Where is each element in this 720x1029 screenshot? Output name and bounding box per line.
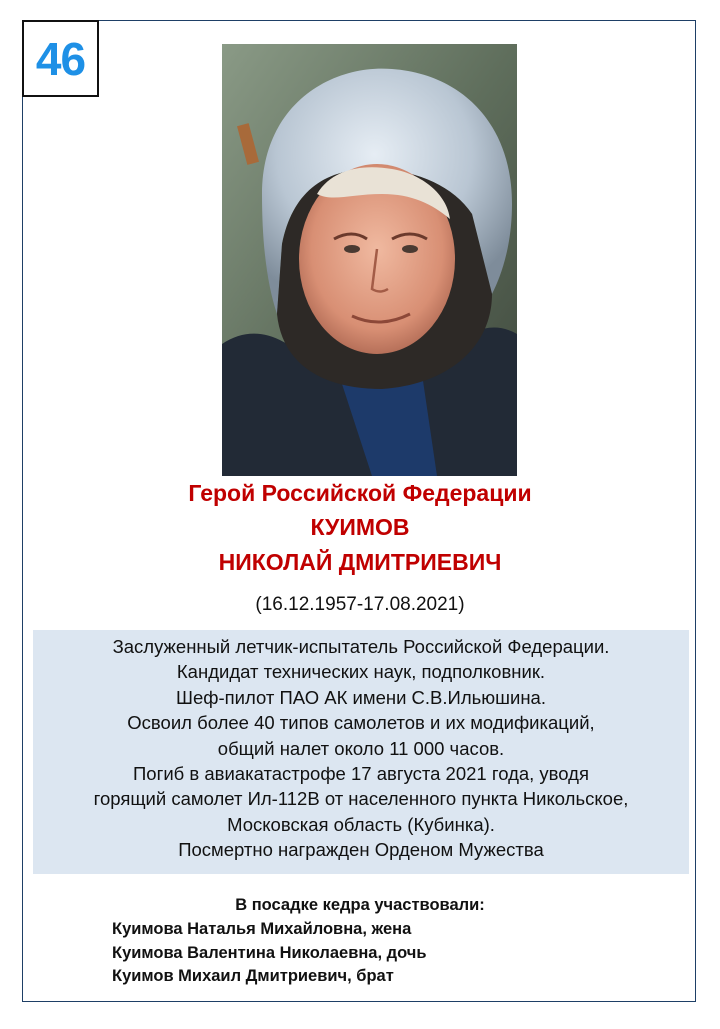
- badge-number: 46: [35, 32, 86, 85]
- bio-line: Шеф-пилот ПАО АК имени С.В.Ильюшина.: [176, 686, 546, 708]
- participant-item: Куимов Михаил Дмитриевич, брат: [112, 967, 394, 985]
- pilot-portrait-image: [222, 44, 517, 476]
- life-dates: (16.12.1957-17.08.2021): [255, 594, 465, 615]
- bio-line: Посмертно награжден Орденом Мужества: [178, 839, 544, 861]
- bio-line: горящий самолет Ил-112В от населенного пункта Никольское,: [93, 788, 629, 810]
- bio-line: Освоил более 40 типов самолетов и их модификаций,: [127, 712, 595, 734]
- bio-line: Московская область (Кубинка).: [227, 813, 495, 835]
- participants-list: [112, 918, 427, 989]
- portrait-photo: [222, 44, 517, 476]
- surname: КУИМОВ: [310, 514, 410, 540]
- number-badge: [22, 20, 99, 97]
- hero-title: Герой Российской Федерации: [188, 480, 532, 506]
- bio-line: Погиб в авиакатастрофе 17 августа 2021 года, уводя: [132, 763, 589, 785]
- planting-title: В посадке кедра участвовали:: [235, 896, 485, 914]
- bio-line: Кандидат технических наук, подполковник.: [176, 661, 546, 683]
- bio-line: общий налет около 11 000 часов.: [217, 737, 505, 759]
- participant-item: Куимова Валентина Николаевна, дочь: [112, 943, 427, 962]
- full-name: НИКОЛАЙ ДМИТРИЕВИЧ: [218, 549, 502, 575]
- biography-box: [33, 630, 689, 874]
- bio-line: Заслуженный летчик-испытатель Российской Федерации.: [112, 636, 610, 657]
- participant-item: Куимова Наталья Михайловна, жена: [112, 920, 412, 938]
